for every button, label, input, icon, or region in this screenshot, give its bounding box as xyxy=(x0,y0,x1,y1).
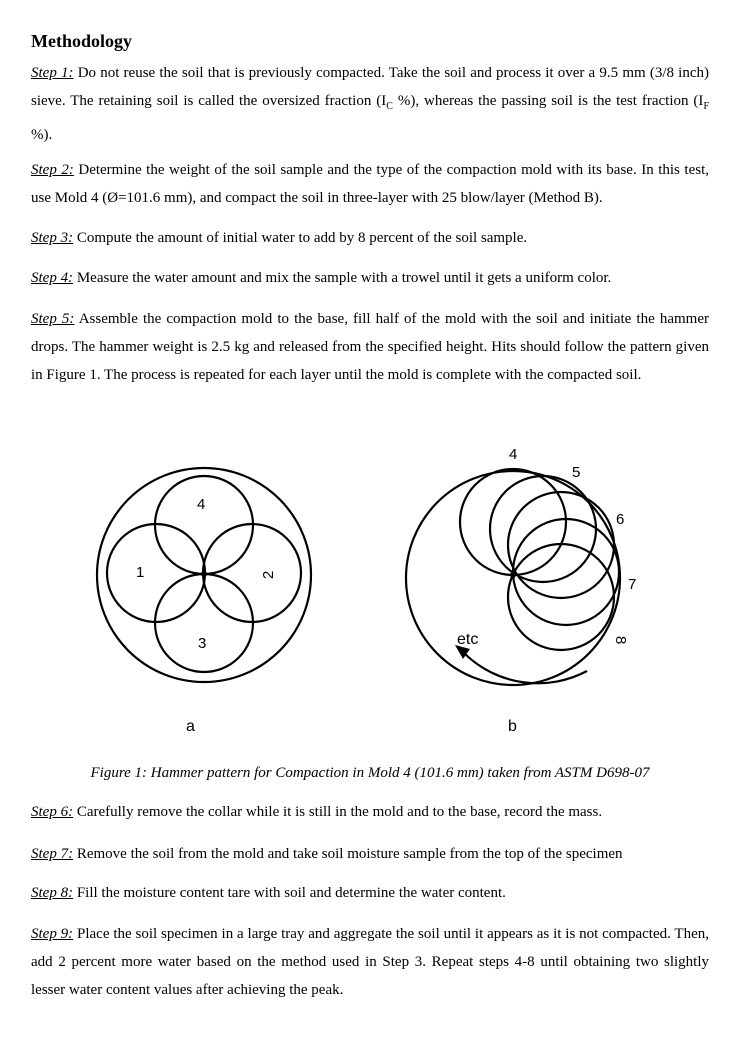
step-7-text: Remove the soil from the mold and take soil moisture sample from the top of the specimen xyxy=(73,846,623,862)
step-3-label: Step 3: xyxy=(31,230,74,246)
step-1-text-2: %), whereas the passing soil is the test fraction (I xyxy=(392,93,704,109)
panel-a-label-2: 2 xyxy=(260,570,277,579)
figure-drawing xyxy=(31,435,721,745)
step-7-paragraph xyxy=(31,840,709,868)
step-6-text: Carefully remove the collar while it is still in the mold and to the base, record the mass. xyxy=(73,804,603,820)
step-2-text: Determine the weight of the soil sample and the type of the compaction mold with its base. In this test, use Mold 4 (Ø=101.6 mm), and compact the soil in three-layer with 25 blow/layer (Method B). xyxy=(31,162,709,206)
step-8-text: Fill the moisture content tare with soil and determine the water content. xyxy=(73,885,506,901)
step-1-text: Do not reuse the soil that is previously compacted. Take the soil and process it over a 9.5 mm (3/8 inch) sieve. The retaining soil is called the oversized fraction (I xyxy=(31,65,710,109)
step-8-paragraph xyxy=(31,879,709,907)
step-1-subscript-f: F xyxy=(703,101,709,112)
step-9-label: Step 9: xyxy=(31,926,74,942)
hammer-pattern-figure xyxy=(31,435,721,745)
step-3-paragraph xyxy=(31,224,709,252)
step-2-label: Step 2: xyxy=(31,162,74,178)
step-5-text: Assemble the compaction mold to the base, fill half of the mold with the soil and initiate the hammer drops. The hammer weight is 2.5 kg and released from the specified height. Hits should follow the pattern given in Figure 1. The process is repeated for each layer until the mold is complete with the compacted soil. xyxy=(31,311,709,383)
panel-a-label-1: 1 xyxy=(136,564,145,581)
panel-a-letter: a xyxy=(186,718,195,735)
panel-b-label-5: 5 xyxy=(572,464,581,481)
figure-caption: Figure 1: Hammer pattern for Compaction in Mold 4 (101.6 mm) taken from ASTM D698-07 xyxy=(90,765,650,781)
step-5-paragraph xyxy=(31,305,709,389)
panel-a-label-4: 4 xyxy=(197,496,206,513)
panel-b-etc-label: etc xyxy=(457,631,479,648)
panel-b-label-7: 7 xyxy=(628,576,637,593)
step-5-label: Step 5: xyxy=(31,311,75,327)
step-1-text-3: %). xyxy=(31,127,53,143)
step-4-label: Step 4: xyxy=(31,270,74,286)
panel-a-label-3: 3 xyxy=(198,635,207,652)
step-3-text: Compute the amount of initial water to add by 8 percent of the soil sample. xyxy=(73,230,528,246)
step-4-text: Measure the water amount and mix the sample with a trowel until it gets a uniform color. xyxy=(73,270,612,286)
step-1-subscript-c: C xyxy=(386,101,393,112)
panel-b-label-4: 4 xyxy=(509,446,518,463)
step-6-paragraph xyxy=(31,798,709,826)
step-9-text: Place the soil specimen in a large tray and aggregate the soil until it appears as it is not compacted. Then, add 2 percent more water based on the method used in Step 3. Repeat steps 4-8 until obtaining two slightly lesser water content values after achieving the peak. xyxy=(31,926,709,998)
step-4-paragraph xyxy=(31,264,709,292)
panel-b-label-6: 6 xyxy=(616,511,625,528)
step-9-paragraph xyxy=(31,920,709,1004)
step-1-paragraph xyxy=(31,59,709,149)
step-6-label: Step 6: xyxy=(31,804,74,820)
panel-b-center-dot xyxy=(510,572,516,578)
section-heading: Methodology xyxy=(31,31,132,51)
panel-b-letter: b xyxy=(508,718,517,735)
panel-b-label-8: 8 xyxy=(612,636,629,645)
panel-a-blow-circle-3 xyxy=(155,574,253,672)
step-1-label: Step 1: xyxy=(31,65,74,81)
step-7-label: Step 7: xyxy=(31,846,74,862)
panel-a-center-dot xyxy=(201,571,207,577)
step-8-label: Step 8: xyxy=(31,885,74,901)
step-2-paragraph xyxy=(31,156,709,212)
